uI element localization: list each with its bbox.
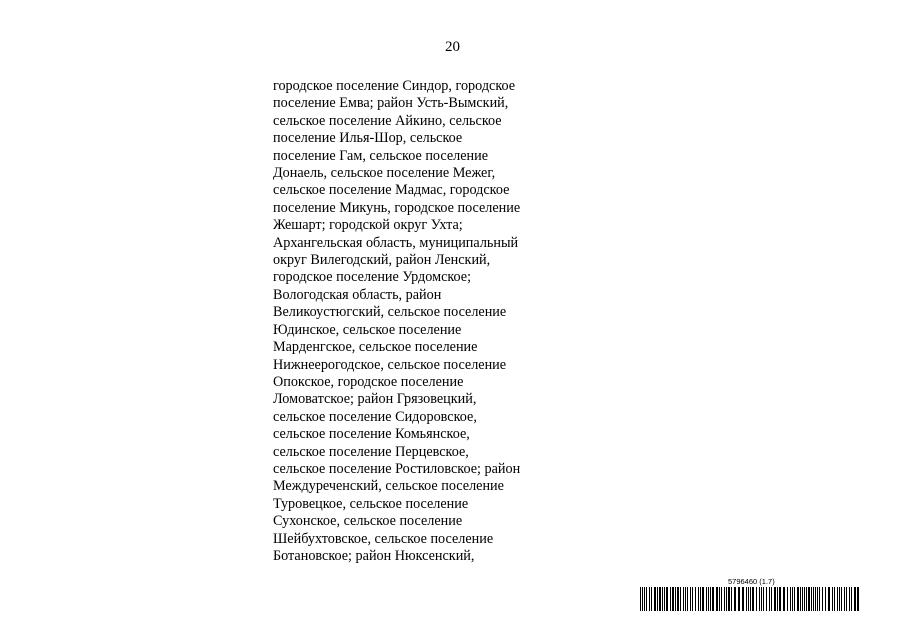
barcode-bar — [702, 587, 704, 611]
barcode-bar — [742, 587, 744, 611]
barcode-bar — [763, 587, 764, 611]
barcode-bar — [672, 587, 674, 611]
barcode-bar — [659, 587, 661, 611]
barcode-bar — [802, 587, 803, 611]
barcode-bar — [706, 587, 707, 611]
barcode-bar — [851, 587, 852, 611]
barcode-bar — [825, 587, 826, 611]
barcode-bar — [698, 587, 699, 611]
text-line: сельское поселение Сидоровское, — [273, 408, 477, 425]
barcode-bar — [677, 587, 679, 611]
page-number: 20 — [445, 39, 460, 55]
body-text — [273, 78, 573, 565]
barcode-bar — [746, 587, 747, 611]
barcode-bar — [731, 587, 732, 611]
barcode-bar — [819, 587, 820, 611]
barcode-bar — [728, 587, 730, 611]
text-line: Шейбухтовское, сельское поселение — [273, 530, 494, 547]
barcode-bar — [777, 587, 778, 611]
text-line: Ломоватское; район Грязовецкий, — [273, 391, 477, 408]
barcode-bar — [771, 587, 772, 611]
barcode-bar — [844, 587, 845, 611]
barcode-bar — [790, 587, 791, 611]
barcode-bar — [849, 587, 850, 611]
barcode-bar — [804, 587, 805, 611]
barcode-bar — [642, 587, 643, 611]
barcode-bar — [752, 587, 754, 611]
barcode-bar — [675, 587, 676, 611]
barcode-bar — [787, 587, 788, 611]
barcode-bar — [779, 587, 781, 611]
text-line: поселение Емва; район Усть-Вымский, — [273, 95, 509, 112]
barcode-bar — [815, 587, 816, 611]
text-line: городское поселение Синдор, городское — [273, 78, 516, 94]
barcode-bar — [666, 587, 668, 611]
barcode-bar — [769, 587, 770, 611]
text-line: сельское поселение Айкино, сельское — [273, 112, 502, 129]
text-line: сельское поселение Ростиловское; район — [273, 460, 521, 477]
text-line: сельское поселение Перцевское, — [273, 443, 469, 460]
text-line: Ботановское; район Нюксенский, — [273, 547, 475, 564]
barcode-code: 5796460 (1.7) — [728, 577, 775, 586]
barcode-bar — [750, 587, 751, 611]
barcode-bar — [794, 587, 795, 611]
barcode-bar — [716, 587, 718, 611]
text-line: Жешарт; городской округ Ухта; — [273, 217, 463, 234]
text-line: Туровецкое, сельское поселение — [273, 495, 469, 512]
barcode-bar — [710, 587, 711, 611]
barcode-bar — [685, 587, 686, 611]
barcode-bar — [738, 587, 740, 611]
barcode-bar — [774, 587, 776, 611]
barcode-bar — [657, 587, 658, 611]
barcode-bar — [839, 587, 840, 611]
barcode-bar — [854, 587, 856, 611]
barcode-bar — [680, 587, 681, 611]
barcode-bar — [734, 587, 736, 611]
barcode-bar — [783, 587, 785, 611]
text-line: Марденгское, сельское поселение — [273, 339, 478, 356]
barcode-bar — [797, 587, 799, 611]
text-line: городское поселение Урдомское; — [273, 269, 472, 286]
barcode-bar — [690, 587, 691, 611]
barcode-bar — [756, 587, 757, 611]
barcode-bar — [766, 587, 767, 611]
barcode-bar — [721, 587, 722, 611]
barcode-bar — [828, 587, 830, 611]
barcode-bar — [719, 587, 720, 611]
barcode-bar — [748, 587, 749, 611]
barcode-bar — [761, 587, 762, 611]
text-line: Вологодская область, район — [273, 286, 442, 303]
text-line: Архангельская область, муниципальный — [273, 234, 519, 251]
barcode-bar — [700, 587, 701, 611]
barcode-bar — [724, 587, 725, 611]
barcode-bar — [792, 587, 793, 611]
barcode-bar — [822, 587, 823, 611]
barcode-bar — [687, 587, 688, 611]
text-line: округ Вилегодский, район Ленский, — [273, 252, 491, 269]
barcode-bar — [806, 587, 807, 611]
barcode-bar — [644, 587, 645, 611]
text-line: сельское поселение Комьянское, — [273, 426, 470, 443]
text-line: поселение Гам, сельское поселение — [273, 147, 488, 164]
barcode-bar — [708, 587, 709, 611]
barcode-bar — [841, 587, 842, 611]
barcode-bar — [646, 587, 647, 611]
text-line: Великоустюгский, сельское поселение — [273, 304, 507, 321]
barcode — [640, 578, 860, 612]
barcode-bar — [759, 587, 760, 611]
text-line: поселение Микунь, городское поселение — [273, 199, 521, 216]
text-line: Донаель, сельское поселение Межег, — [273, 165, 496, 182]
barcode-bar — [662, 587, 663, 611]
barcode-bar — [813, 587, 814, 611]
barcode-bar — [664, 587, 665, 611]
barcode-bar — [654, 587, 656, 611]
barcode-bar — [726, 587, 727, 611]
text-line: сельское поселение Мадмас, городское — [273, 182, 510, 199]
text-line: Междуреченский, сельское поселение — [273, 478, 504, 495]
barcode-bar — [857, 587, 859, 611]
barcode-bar — [834, 587, 835, 611]
barcode-bar — [832, 587, 833, 611]
barcode-bar — [651, 587, 652, 611]
barcode-bar — [808, 587, 810, 611]
barcode-bar — [846, 587, 847, 611]
text-line: Опокское, городское поселение — [273, 373, 464, 390]
barcode-bar — [712, 587, 714, 611]
barcode-bar — [670, 587, 671, 611]
text-line: Сухонское, сельское поселение — [273, 513, 463, 530]
barcode-bar — [800, 587, 801, 611]
text-line: Юдинское, сельское поселение — [273, 321, 462, 338]
barcode-bar — [692, 587, 693, 611]
text-line: Нижнеерогодское, сельское поселение — [273, 356, 507, 373]
barcode-bar — [817, 587, 818, 611]
text-line: поселение Илья-Шор, сельское — [273, 130, 463, 147]
barcode-bar — [695, 587, 696, 611]
barcode-bar — [649, 587, 650, 611]
barcode-bar — [683, 587, 684, 611]
barcode-bars — [640, 587, 860, 611]
barcode-bar — [811, 587, 812, 611]
barcode-bar — [640, 587, 641, 611]
barcode-bar — [837, 587, 838, 611]
